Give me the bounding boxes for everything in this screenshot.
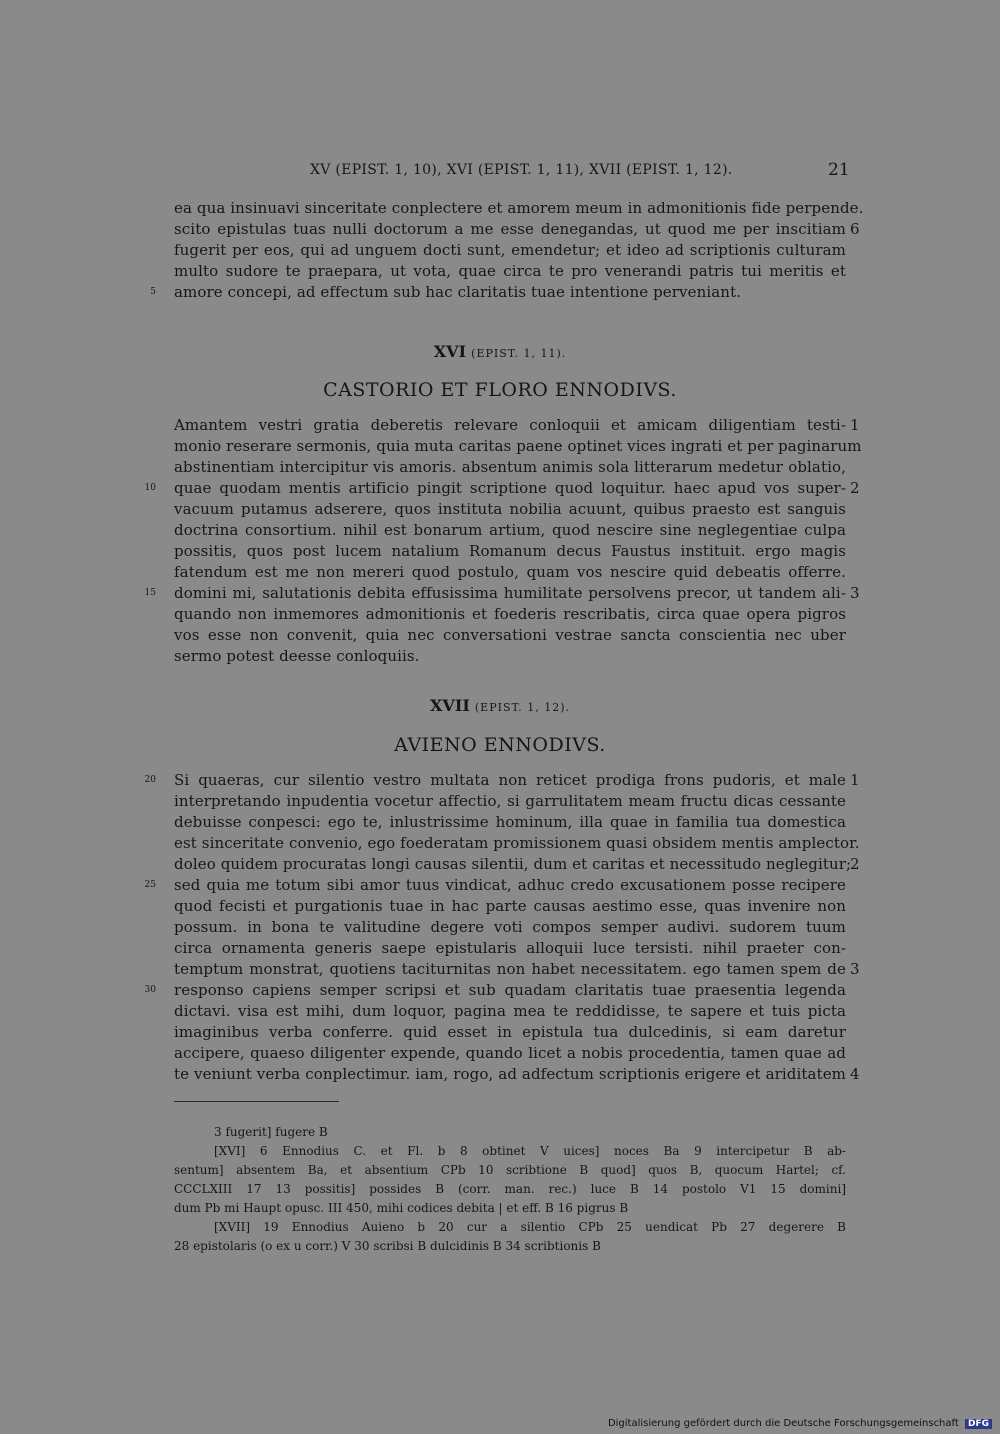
text-line: responso capiens semper scripsi et sub quadam claritatis tuae praesentia legenda [174, 981, 846, 999]
footnote-line: [XVII] 19 Ennodius Auieno b 20 cur a silentio CPb 25 uendicat Pb 27 degerere B [214, 1220, 846, 1234]
text-line: domini mi, salutationis debita effusissima humilitate persolvens precor, ut tandem ali- [174, 584, 846, 602]
text-line: te veniunt verba conplectimur. iam, rogo, ad adfectum scriptionis erigere et ariditatem [174, 1065, 846, 1083]
text-line: sermo potest deesse conloquiis. [174, 647, 420, 665]
letter-title-xvi: CASTORIO ET FLORO ENNODIVS. [323, 379, 677, 401]
text-line: multo sudore te praepara, ut vota, quae circa te pro venerandi patris tui meritis et [174, 262, 846, 280]
heading-reference: (EPIST. 1, 12). [474, 701, 570, 714]
text-line: possitis, quos post lucem natalium Romanum decus Faustus instituit. ergo magis [174, 542, 846, 560]
text-line: scito epistulas tuas nulli doctorum a me esse denegandas, ut quod me per inscitiam [174, 220, 846, 238]
section-number: 6 [850, 220, 860, 238]
dfg-logo: DFG [965, 1419, 992, 1429]
footnote-line: sentum] absentem Ba, et absentium CPb 10 scribtione B quod] quos B, quocum Hartel; cf. [174, 1163, 846, 1177]
text-line: fatendum est me non mereri quod postulo, quam vos nescire quid debeatis offerre. [174, 563, 846, 581]
footnote-line: 28 epistolaris (o ex u corr.) V 30 scribsi B dulcidinis B 34 scribtionis B [174, 1239, 601, 1253]
footnote-line: 3 fugerit] fugere B [214, 1125, 328, 1139]
text-line: Amantem vestri gratia deberetis relevare conloquii et amicam diligentiam testi- [174, 416, 846, 434]
line-number: 5 [150, 287, 156, 297]
text-line: est sinceritate convenio, ego foederatam promissionem quasi obsidem mentis amplector. [174, 834, 860, 852]
text-line: interpretando inpudentia vocetur affectio, si garrulitatem meam fructu dicas cessante [174, 792, 846, 810]
heading-reference: (EPIST. 1, 11). [471, 347, 567, 360]
footnote-line: dum Pb mi Haupt opusc. III 450, mihi codices debita | et eff. B 16 pigrus B [174, 1201, 629, 1215]
heading-number: XVII [430, 696, 470, 715]
line-number: 25 [144, 880, 156, 890]
section-number: 1 [850, 771, 860, 789]
running-title: XV (EPIST. 1, 10), XVI (EPIST. 1, 11), XVII (EPIST. 1, 12). [310, 162, 733, 178]
footnote-rule [174, 1101, 339, 1102]
heading-number: XVI [433, 342, 467, 361]
text-line: ea qua insinuavi sinceritate conplectere et amorem meum in admonitionis fide perpende. [174, 199, 864, 217]
digitization-credit [608, 1418, 992, 1429]
section-number: 3 [850, 960, 860, 978]
text-line: dictavi. visa est mihi, dum loquor, pagina mea te reddidisse, te sapere et tuis picta [174, 1002, 846, 1020]
text-line: vacuum putamus adserere, quos instituta nobilia acuunt, quibus praesto est sanguis [174, 500, 846, 518]
text-line: quae quodam mentis artificio pingit scriptione quod loquitur. haec apud vos super- [174, 479, 846, 497]
text-line: temptum monstrat, quotiens taciturnitas non habet necessitatem. ego tamen spem de [174, 960, 846, 978]
text-line: accipere, quaeso diligenter expende, quando licet a nobis procedentia, tamen quae ad [174, 1044, 846, 1062]
text-line: vos esse non convenit, quia nec conversationi vestrae sancta conscientia nec uber [174, 626, 846, 644]
section-number: 2 [850, 855, 860, 873]
section-heading-xvii [0, 695, 1000, 719]
credit-text: Digitalisierung gefördert durch die Deutsche Forschungsgemeinschaft [607, 1418, 959, 1429]
section-number: 2 [850, 479, 860, 497]
section-number: 1 [850, 416, 860, 434]
text-line: imaginibus verba conferre. quid esset in epistula tua dulcedinis, si eam daretur [174, 1023, 846, 1041]
text-line: Si quaeras, cur silentio vestro multata non reticet prodiga frons pudoris, et male [174, 771, 846, 789]
section-heading-xvi [0, 341, 1000, 365]
text-line: doctrina consortium. nihil est bonarum artium, quod nescire sine neglegentiae culpa [174, 521, 846, 539]
section-number: 3 [850, 584, 860, 602]
text-line: quod fecisti et purgationis tuae in hac parte causas aestimo esse, quas invenire non [174, 897, 846, 915]
text-line: abstinentiam intercipitur vis amoris. absentum animis sola litterarum medetur oblatio, [174, 458, 846, 476]
section-number: 4 [850, 1065, 860, 1083]
text-line: amore concepi, ad effectum sub hac claritatis tuae intentione perveniant. [174, 283, 742, 301]
page-number: 21 [828, 160, 850, 180]
footnote-line: CCCLXIII 17 13 possitis] possides B (corr. man. rec.) luce B 14 postolo V1 15 domini] [174, 1182, 846, 1196]
text-line: sed quia me totum sibi amor tuus vindicat, adhuc credo excusationem posse recipere [174, 876, 846, 894]
line-number: 10 [144, 483, 156, 493]
footnote-line: [XVI] 6 Ennodius C. et Fl. b 8 obtinet V uices] noces Ba 9 intercipetur B ab- [214, 1144, 846, 1158]
text-line: monio reserare sermonis, quia muta caritas paene optinet vices ingrati et per paginarum [174, 437, 862, 455]
text-line: quando non inmemores admonitionis et foederis rescribatis, circa quae opera pigros [174, 605, 846, 623]
text-line: doleo quidem procuratas longi causas silentii, dum et caritas et necessitudo neglegitur; [174, 855, 852, 873]
text-line: circa ornamenta generis saepe epistularis alloquii luce tersisti. nihil praeter con- [174, 939, 846, 957]
text-line: fugerit per eos, qui ad unguem docti sunt, emendetur; et ideo ad scriptionis culturam [174, 241, 846, 259]
text-line: possum. in bona te valitudine degere voti compos semper audivi. sudorem tuum [174, 918, 846, 936]
line-number: 15 [144, 588, 156, 598]
letter-title-xvii: AVIENO ENNODIVS. [394, 734, 606, 756]
text-line: debuisse conpesci: ego te, inlustrissime hominum, illa quae in familia tua domestica [174, 813, 846, 831]
line-number: 30 [144, 985, 156, 995]
line-number: 20 [144, 775, 156, 785]
